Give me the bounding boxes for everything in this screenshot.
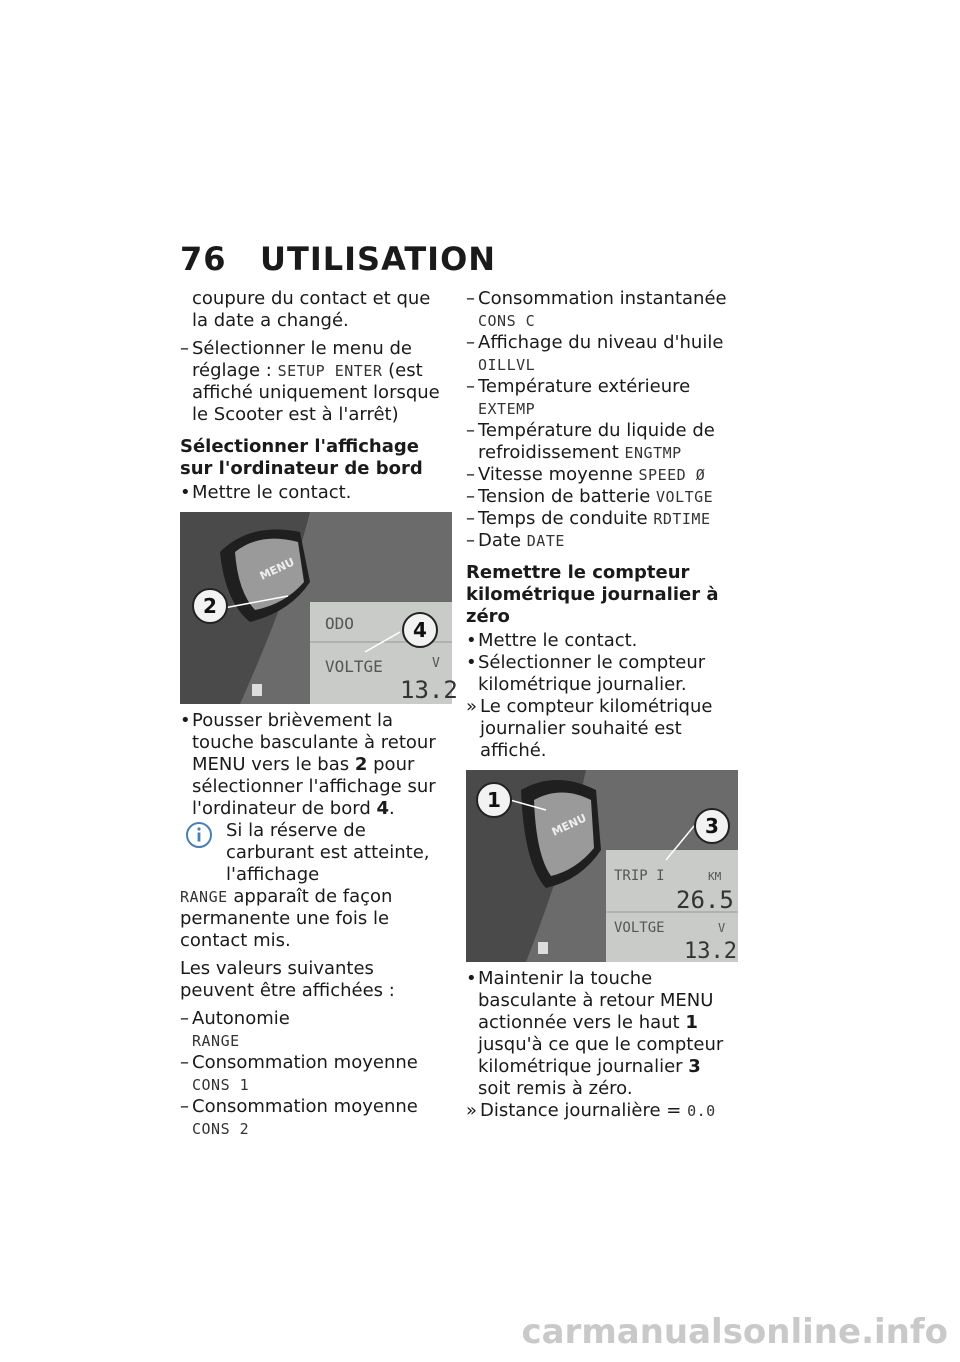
info-note: [180, 820, 452, 886]
lcd-unit: V: [432, 656, 440, 671]
list-item: [180, 338, 452, 426]
ref-number: 4: [376, 798, 390, 819]
lcd-mid-label: VOLTGE: [614, 920, 665, 936]
info-tail: [180, 886, 452, 952]
section-title: UTILISATION: [260, 240, 497, 278]
list-item-code: RANGE: [192, 1032, 240, 1050]
bullet-text: Maintenir la touche basculante à retour MENU actionnée vers le haut: [478, 968, 714, 1033]
info-icon: [184, 820, 214, 856]
menu-button-label: MENU: [257, 555, 297, 583]
lcd-top-label: TRIP I: [614, 868, 665, 884]
list-item-code: VOLTGE: [656, 488, 714, 506]
lcd-value: 13.2: [400, 676, 458, 704]
list-item-label: – Affichage du niveau d'huile: [466, 332, 738, 354]
setup-tail: (est affiché uniquement lorsque le Scooter est à l'arrêt): [192, 360, 440, 425]
list-item-label: Date: [478, 530, 522, 551]
lcd-value-top: 26.5: [676, 886, 734, 914]
right-column: [466, 288, 738, 1122]
bullet-text: jusqu'à ce que le compteur kilométrique journalier: [478, 1034, 724, 1077]
result-item: » Le compteur kilométrique journalier souhaité est affiché.: [466, 696, 738, 762]
list-item-label: Température du liquide de refroidissement: [478, 420, 715, 463]
values-list: [180, 1008, 452, 1140]
list-item-label: – Consommation moyenne: [180, 1096, 452, 1118]
bullet-item: • Pousser brièvement la touche basculante à retour MENU vers le bas 2 pour sélectionner l'affichage sur l'ordinateur de bord 4.: [180, 710, 452, 820]
section-heading: Sélectionner l'affichage sur l'ordinateur de bord: [180, 436, 423, 479]
list-item-code: CONS 1: [192, 1076, 250, 1094]
ref-number: 3: [688, 1056, 701, 1077]
page-number: 76: [180, 240, 227, 278]
list-item-code: CONS 2: [192, 1120, 250, 1138]
left-column: [180, 288, 458, 1140]
list-item-label: Temps de conduite: [478, 508, 648, 529]
list-item-code: CONS C: [478, 312, 536, 330]
result-code: 0.0: [687, 1102, 716, 1120]
list-item-code: RDTIME: [653, 510, 711, 528]
result-item: [466, 1100, 738, 1122]
lcd-mid-label: VOLTGE: [325, 657, 383, 676]
ref-number: 2: [354, 754, 368, 775]
menu-button-label: MENU: [549, 811, 589, 839]
ref-number: 1: [685, 1012, 698, 1033]
paragraph: coupure du contact et que la date a changé.: [192, 288, 431, 331]
dashboard-figure-2: [466, 770, 738, 962]
bullet-item: • Sélectionner le compteur kilométrique journalier.: [466, 652, 738, 696]
info-text: Si la réserve de carburant est atteinte, l'affichage: [226, 820, 430, 885]
list-item-code: EXTEMP: [478, 400, 536, 418]
values-list-continued: [466, 288, 738, 552]
setup-text: Sélectionner le menu de réglage :: [192, 338, 412, 381]
bullet-text: Pousser brièvement la touche basculante à retour MENU vers le bas: [192, 710, 436, 775]
watermark: carmanualsonline.info: [521, 1312, 948, 1352]
callout-1: 1: [487, 788, 501, 812]
callout-3: 3: [705, 814, 719, 838]
list-item: [466, 420, 738, 464]
info-text-b: apparaît de façon permanente une fois le contact mis.: [180, 886, 393, 951]
page-header: [180, 240, 496, 278]
list-item: [466, 508, 738, 530]
bullet-item: • Mettre le contact.: [180, 482, 452, 504]
paragraph: Les valeurs suivantes peuvent être affichées :: [180, 958, 395, 1001]
list-item-code: DATE: [526, 532, 565, 550]
list-item-label: – Consommation moyenne: [180, 1052, 452, 1074]
list-item-label: – Consommation instantanée: [466, 288, 738, 310]
list-item-code: OILLVL: [478, 356, 536, 374]
bullet-item: [466, 968, 738, 1100]
list-item-label: – Température extérieure: [466, 376, 738, 398]
info-code: RANGE: [180, 888, 228, 906]
result-text: Distance journalière =: [480, 1100, 682, 1121]
list-item: [466, 530, 738, 552]
list-item-label: – Autonomie: [180, 1008, 452, 1030]
dashboard-figure-1: [180, 512, 458, 704]
section-heading: Remettre le compteur kilométrique journalier à zéro: [466, 562, 719, 627]
setup-code: SETUP ENTER: [277, 362, 383, 380]
list-item-label: Tension de batterie: [478, 486, 651, 507]
lcd-top-label: ODO: [325, 614, 354, 633]
callout-2: 2: [203, 594, 217, 618]
list-item: [466, 464, 738, 486]
list-item-code: ENGTMP: [624, 444, 682, 462]
list-item-label: Vitesse moyenne: [478, 464, 633, 485]
list-item-code: SPEED Ø: [638, 466, 706, 484]
bullet-item: • Mettre le contact.: [466, 630, 738, 652]
bullet-text: pour sélectionner l'affichage sur l'ordinateur de bord: [192, 754, 436, 819]
list-item: [466, 486, 738, 508]
lcd-value: 13.2: [684, 939, 737, 964]
bullet-text: soit remis à zéro.: [478, 1078, 633, 1099]
lcd-unit-top: KM: [708, 870, 722, 883]
lcd-unit: V: [718, 921, 726, 935]
callout-4: 4: [413, 618, 427, 642]
